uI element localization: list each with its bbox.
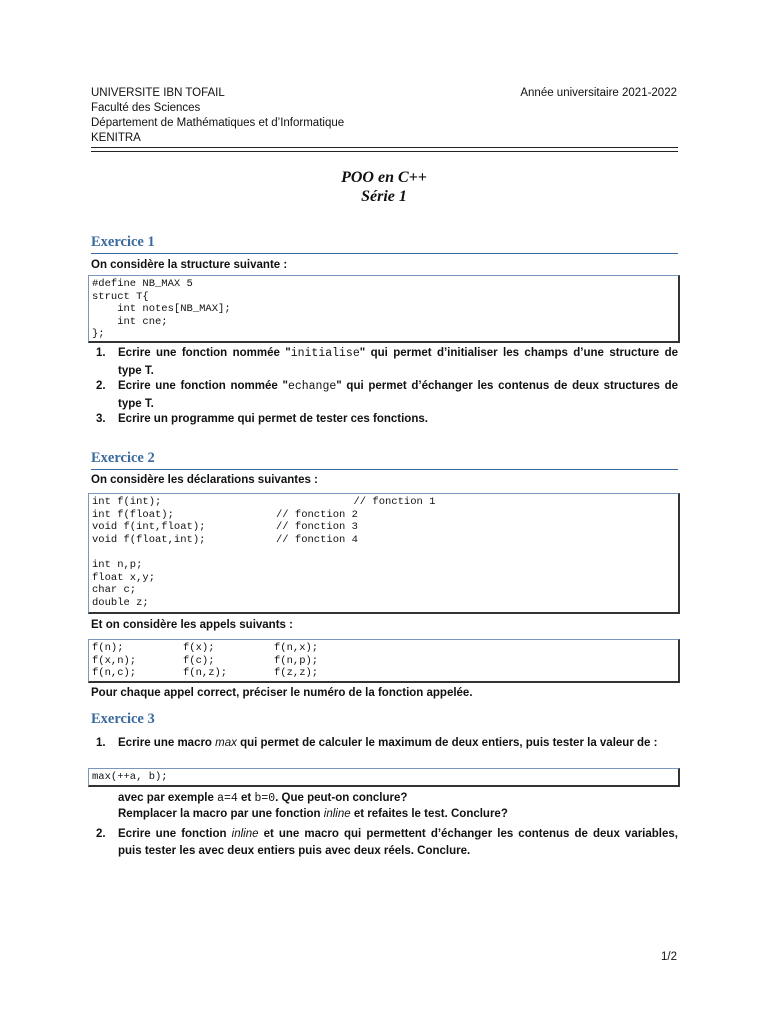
item-text: et une macro qui permettent d’échanger les contenus de deux variables, puis tester les avec deux entiers puis avec deux réels. Conclure. [118,828,678,857]
university-name: UNIVERSITE IBN TOFAIL [91,87,225,99]
exercise-3-follow-2 [118,806,678,823]
exercise-3-heading: Exercice 3 [91,711,155,727]
calls-row [92,642,675,655]
code-line: struct T{ [92,290,149,303]
call: f(n,x); [274,642,319,654]
item-number: 1. [96,347,106,359]
exercise-2-intro2: Et on considère les appels suivants : [91,619,293,631]
decl-code: int f(int); [92,496,162,508]
item-number: 2. [96,380,106,392]
inline-keyword: inline [323,808,351,820]
exercise-1-item-2 [96,378,678,412]
var-line: float x,y; [92,571,156,584]
document-subtitle: Série 1 [361,188,407,205]
decl-code: void f(int,float); [92,521,206,534]
var-line: double z; [92,596,149,609]
decl-code: int f(float); [92,508,174,521]
call: f(z,z); [274,667,319,680]
item-text: " qui permet d’échanger les contenus de deux structures de type T. [118,380,678,410]
exercise-1-item-1 [96,345,678,379]
exercise-3-follow-1 [118,790,678,808]
code-line: int cne; [92,315,168,328]
decl-line [92,521,675,534]
follow-text: avec par exemple [118,792,218,804]
function-name-initialise: initialise [290,347,360,360]
macro-code-block [88,768,680,787]
call: f(c); [183,654,215,667]
exercise-1-heading: Exercice 1 [91,234,678,254]
code-line: int notes[NB_MAX]; [92,303,231,316]
decl-line [92,509,675,522]
code-line: max(++a, b); [92,771,168,783]
follow-text: et refaites le test. Conclure? [350,808,508,820]
var-line: int n,p; [92,558,143,571]
decl-code: void f(float,int); [92,533,206,546]
value-a: a=4 [217,792,238,805]
university-header [91,86,344,146]
follow-text: et [237,792,255,804]
call: f(x); [183,642,215,654]
item-number: 2. [96,828,106,840]
declarations-code-block [88,493,680,614]
item-text: Ecrire une macro [118,737,216,749]
call: f(x,n); [92,654,137,667]
calls-row [92,655,675,668]
call: f(n); [92,642,124,654]
item-text: Ecrire un programme qui permet de tester ces fonctions. [118,413,428,425]
city-name: KENITRA [91,132,141,144]
page-number: 1/2 [661,951,677,963]
decl-comment: // fonction 4 [276,533,358,546]
item-number: 3. [96,413,106,425]
decl-comment: // fonction 2 [276,508,358,521]
faculty-name: Faculté des Sciences [91,102,201,114]
follow-text: Remplacer la macro par une fonction [118,808,324,820]
item-text: Ecrire une fonction nommée " [118,380,288,392]
department-name: Département de Mathématiques et d’Informatique [91,117,345,129]
call: f(n,z); [183,667,228,680]
academic-year: Année universitaire 2021-2022 [520,87,677,99]
call: f(n,c); [92,667,137,680]
item-text: " qui permet d’initialiser les champs d’une structure de type T. [118,347,678,377]
code-line: #define NB_MAX 5 [92,278,193,290]
exercise-2-question: Pour chaque appel correct, préciser le numéro de la fonction appelée. [91,687,473,699]
var-line: char c; [92,584,137,597]
decl-line [92,534,675,547]
header-divider [91,147,678,152]
follow-text: . Que peut-on conclure? [275,792,408,804]
item-text: qui permet de calculer le maximum de deux entiers, puis tester la valeur de : [236,737,658,749]
decl-comment: // fonction 1 [322,496,436,508]
item-number: 1. [96,737,106,749]
struct-code-block [88,275,680,343]
inline-keyword: inline [231,828,259,840]
exercise-3-item-1 [96,735,678,752]
function-name-echange: echange [287,380,337,393]
exercise-3-item-2 [96,826,678,859]
call: f(n,p); [274,654,319,667]
item-text: Ecrire une fonction nommée " [118,347,291,359]
value-b: b=0 [254,792,276,805]
exercise-2-intro: On considère les déclarations suivantes : [91,474,318,486]
document-title: POO en C++ [341,169,427,186]
exercise-2-heading: Exercice 2 [91,450,678,470]
calls-row [92,667,675,680]
item-text: Ecrire une fonction [118,828,232,840]
calls-code-block [88,639,680,683]
exercise-1-item-3 [96,411,678,428]
exercise-1-intro: On considère la structure suivante : [91,259,288,271]
decl-line [92,496,675,509]
macro-name: max [215,737,237,749]
code-line: }; [92,328,105,341]
decl-comment: // fonction 3 [276,521,358,534]
